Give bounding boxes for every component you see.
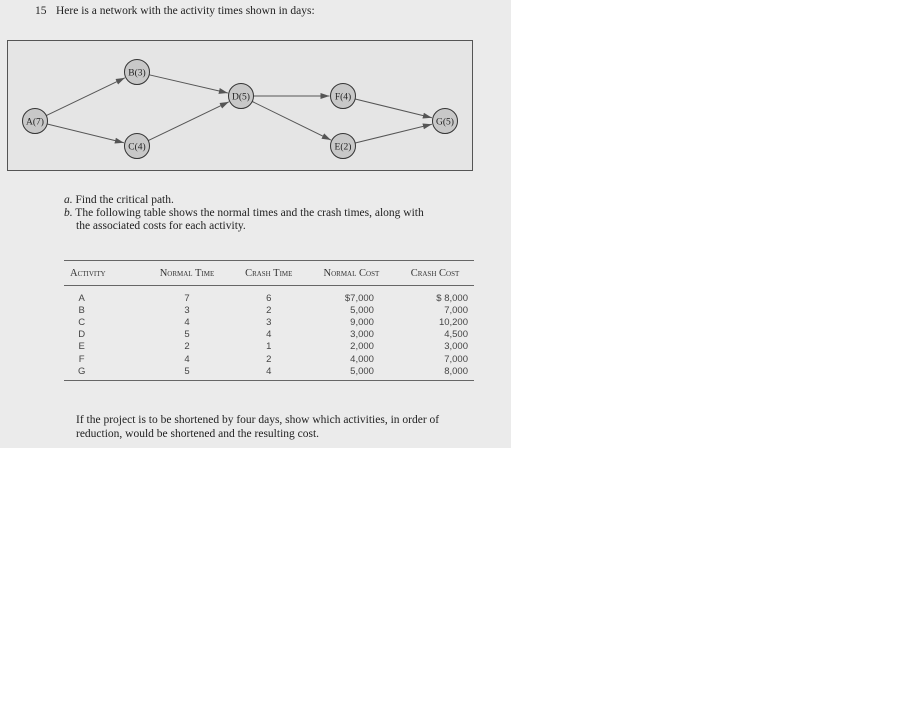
problem-number: 15 — [35, 5, 47, 17]
table-cell: 3,000 — [444, 341, 468, 353]
header-crash-cost: Crash Cost — [396, 261, 474, 286]
table-row — [64, 304, 474, 316]
table-cell: D — [78, 329, 86, 341]
table-cell: 5,000 — [350, 365, 374, 377]
table-cell: $ 8,000 — [436, 292, 468, 304]
table-cell: 4,500 — [444, 329, 468, 341]
table-cell: 6 — [266, 292, 272, 304]
table-cell: C — [78, 316, 86, 328]
table-cell: 5 — [184, 365, 190, 377]
table-cell: B — [78, 304, 85, 316]
node-label-D: D(5) — [232, 92, 250, 103]
edge-C-D — [148, 102, 229, 141]
header-normal-time: Normal Time — [143, 261, 230, 286]
table-cell: 4 — [266, 329, 272, 341]
table-cell: F — [78, 353, 85, 365]
table-cell: 2 — [266, 304, 272, 316]
edge-A-B — [46, 78, 125, 116]
node-label-E: E(2) — [334, 142, 352, 153]
network-diagram — [7, 40, 473, 171]
table-cell: 1 — [266, 341, 272, 353]
table-cell: 4 — [184, 353, 190, 365]
table-row — [64, 316, 474, 328]
closing-line-1: If the project is to be shortened by four days, show which activities, in order of — [76, 414, 440, 426]
table-cell: 2 — [184, 341, 190, 353]
table-cell: E — [78, 341, 85, 353]
node-label-B: B(3) — [128, 68, 146, 79]
table-cell: 2,000 — [350, 341, 374, 353]
closing-line-2: reduction, would be shortened and the resulting cost. — [76, 428, 320, 440]
table-cell: 9,000 — [350, 316, 374, 328]
table-cell: 3 — [184, 304, 190, 316]
table-cell: 7 — [184, 292, 190, 304]
table-row — [64, 365, 474, 381]
table-cell: 7,000 — [444, 304, 468, 316]
node-label-C: C(4) — [128, 142, 146, 153]
network-svg — [8, 41, 472, 170]
node-label-A: A(7) — [26, 117, 44, 128]
table-cell: 4 — [266, 365, 272, 377]
part-b-letter: b. — [64, 207, 73, 219]
edge-B-D — [149, 75, 228, 93]
node-label-G: G(5) — [436, 117, 454, 128]
part-b-text: The following table shows the normal times and the crash times, along with — [75, 207, 424, 219]
part-b-text-2: the associated costs for each activity. — [76, 220, 246, 232]
part-a-text: Find the critical path. — [75, 194, 174, 206]
table-cell: 3,000 — [350, 329, 374, 341]
table-cell: $7,000 — [344, 292, 374, 304]
table-cell: G — [77, 365, 86, 377]
table-row — [64, 353, 474, 365]
part-a-letter: a. — [64, 194, 73, 206]
header-crash-time: Crash Time — [231, 261, 307, 286]
header-normal-cost: Normal Cost — [307, 261, 396, 286]
problem-panel — [0, 0, 511, 448]
edge-A-C — [47, 124, 124, 143]
table-cell: 4 — [184, 316, 190, 328]
table-cell: 4,000 — [350, 353, 374, 365]
activity-table — [64, 260, 474, 381]
table-row — [64, 341, 474, 353]
edge-E-G — [355, 124, 432, 143]
table-cell: 7,000 — [444, 353, 468, 365]
edge-D-E — [252, 102, 331, 141]
table-row — [64, 286, 474, 305]
intro-text: Here is a network with the activity times shown in days: — [56, 5, 315, 17]
table-row — [64, 329, 474, 341]
table-cell: 5,000 — [350, 304, 374, 316]
table-cell: 10,200 — [438, 316, 468, 328]
table-cell: 8,000 — [444, 365, 468, 377]
header-activity: Activity — [64, 261, 143, 286]
table-cell: A — [78, 292, 85, 304]
table-cell: 2 — [266, 353, 272, 365]
table-cell: 3 — [266, 316, 272, 328]
node-label-F: F(4) — [334, 92, 352, 103]
table-cell: 5 — [184, 329, 190, 341]
edge-F-G — [355, 99, 432, 118]
